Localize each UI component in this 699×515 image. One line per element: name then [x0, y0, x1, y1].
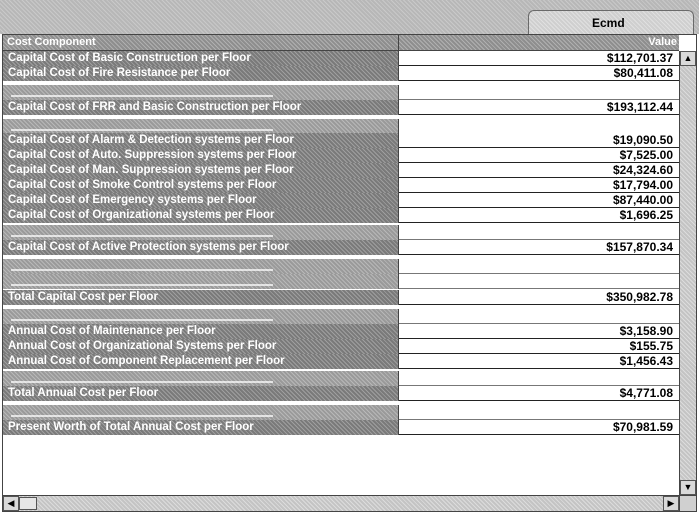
row-label[interactable]: Capital Cost of Organizational systems per Floor — [3, 208, 399, 223]
spacer-row-label[interactable] — [3, 259, 399, 274]
row-label[interactable]: Annual Cost of Maintenance per Floor — [3, 324, 399, 339]
value-cell[interactable]: $157,870.34 — [399, 240, 679, 255]
value-cell[interactable]: $17,794.00 — [399, 178, 679, 193]
value-cell[interactable]: $3,158.90 — [399, 324, 679, 339]
value-cell[interactable]: $80,411.08 — [399, 66, 679, 81]
spacer-row-label[interactable] — [3, 85, 399, 100]
row-label[interactable]: Capital Cost of Basic Construction per Floor — [3, 51, 399, 66]
tab-label: Ecmd — [592, 16, 625, 30]
value-cell[interactable]: $19,090.50 — [399, 133, 679, 148]
separator-line — [11, 129, 273, 131]
spacer-row-value[interactable] — [399, 85, 679, 100]
row-label[interactable]: Capital Cost of Alarm & Detection systems per Floor — [3, 133, 399, 148]
tab-strip — [0, 0, 699, 34]
row-label[interactable]: Total Annual Cost per Floor — [3, 386, 399, 401]
row-label[interactable]: Annual Cost of Organizational Systems per Floor — [3, 339, 399, 354]
spacer-row-label[interactable] — [3, 274, 399, 289]
spacer-row-value[interactable] — [399, 119, 679, 134]
vertical-scrollbar[interactable] — [679, 51, 696, 495]
value-cell[interactable]: $155.75 — [399, 339, 679, 354]
column-header-cost-component[interactable]: Cost Component — [3, 35, 399, 51]
row-label[interactable]: Capital Cost of FRR and Basic Construction per Floor — [3, 100, 399, 115]
spacer-row-value[interactable] — [399, 259, 679, 274]
value-cell[interactable]: $350,982.78 — [399, 290, 679, 305]
spacer-row-label[interactable] — [3, 405, 399, 420]
separator-line — [11, 235, 273, 237]
spacer-row-label[interactable] — [3, 225, 399, 240]
row-label[interactable]: Present Worth of Total Annual Cost per Floor — [3, 420, 399, 435]
separator-line — [11, 319, 273, 321]
column-header-value[interactable]: Value — [399, 35, 679, 51]
separator-line — [11, 415, 273, 417]
spacer-row-value[interactable] — [399, 371, 679, 386]
separator-line — [11, 95, 273, 97]
spacer-row-value[interactable] — [399, 405, 679, 420]
spacer-row-value[interactable] — [399, 225, 679, 240]
scroll-up-icon[interactable]: ▲ — [680, 51, 696, 66]
value-cell[interactable]: $7,525.00 — [399, 148, 679, 163]
value-cell[interactable]: $4,771.08 — [399, 386, 679, 401]
value-cell[interactable]: $1,456.43 — [399, 354, 679, 369]
row-label[interactable]: Capital Cost of Smoke Control systems per Floor — [3, 178, 399, 193]
row-label[interactable]: Capital Cost of Emergency systems per Floor — [3, 193, 399, 208]
spacer-row-value[interactable] — [399, 309, 679, 324]
value-cell[interactable]: $112,701.37 — [399, 51, 679, 66]
row-label[interactable]: Capital Cost of Active Protection systems per Floor — [3, 240, 399, 255]
row-label[interactable]: Capital Cost of Man. Suppression systems per Floor — [3, 163, 399, 178]
separator-line — [11, 284, 273, 286]
scrollbar-corner — [679, 495, 696, 511]
row-label[interactable]: Capital Cost of Fire Resistance per Floor — [3, 66, 399, 81]
spacer-row-value[interactable] — [399, 274, 679, 289]
scroll-left-icon[interactable]: ◀ — [3, 496, 19, 511]
separator-line — [11, 381, 273, 383]
scroll-down-icon[interactable]: ▼ — [680, 480, 696, 495]
spacer-row-label[interactable] — [3, 119, 399, 134]
value-cell[interactable]: $70,981.59 — [399, 420, 679, 435]
spacer-row-label[interactable] — [3, 371, 399, 386]
row-label[interactable]: Capital Cost of Auto. Suppression systems per Floor — [3, 148, 399, 163]
horizontal-scroll-thumb[interactable] — [19, 497, 37, 510]
value-cell[interactable]: $87,440.00 — [399, 193, 679, 208]
row-label[interactable]: Total Capital Cost per Floor — [3, 290, 399, 305]
spacer-row-label[interactable] — [3, 309, 399, 324]
horizontal-scrollbar[interactable] — [3, 495, 679, 511]
tab-ecmd[interactable] — [528, 10, 694, 34]
scroll-right-icon[interactable]: ▶ — [663, 496, 679, 511]
value-cell[interactable]: $193,112.44 — [399, 100, 679, 115]
separator-line — [11, 269, 273, 271]
value-cell[interactable]: $1,696.25 — [399, 208, 679, 223]
row-label[interactable]: Annual Cost of Component Replacement per Floor — [3, 354, 399, 369]
cost-grid — [2, 34, 697, 512]
value-cell[interactable]: $24,324.60 — [399, 163, 679, 178]
